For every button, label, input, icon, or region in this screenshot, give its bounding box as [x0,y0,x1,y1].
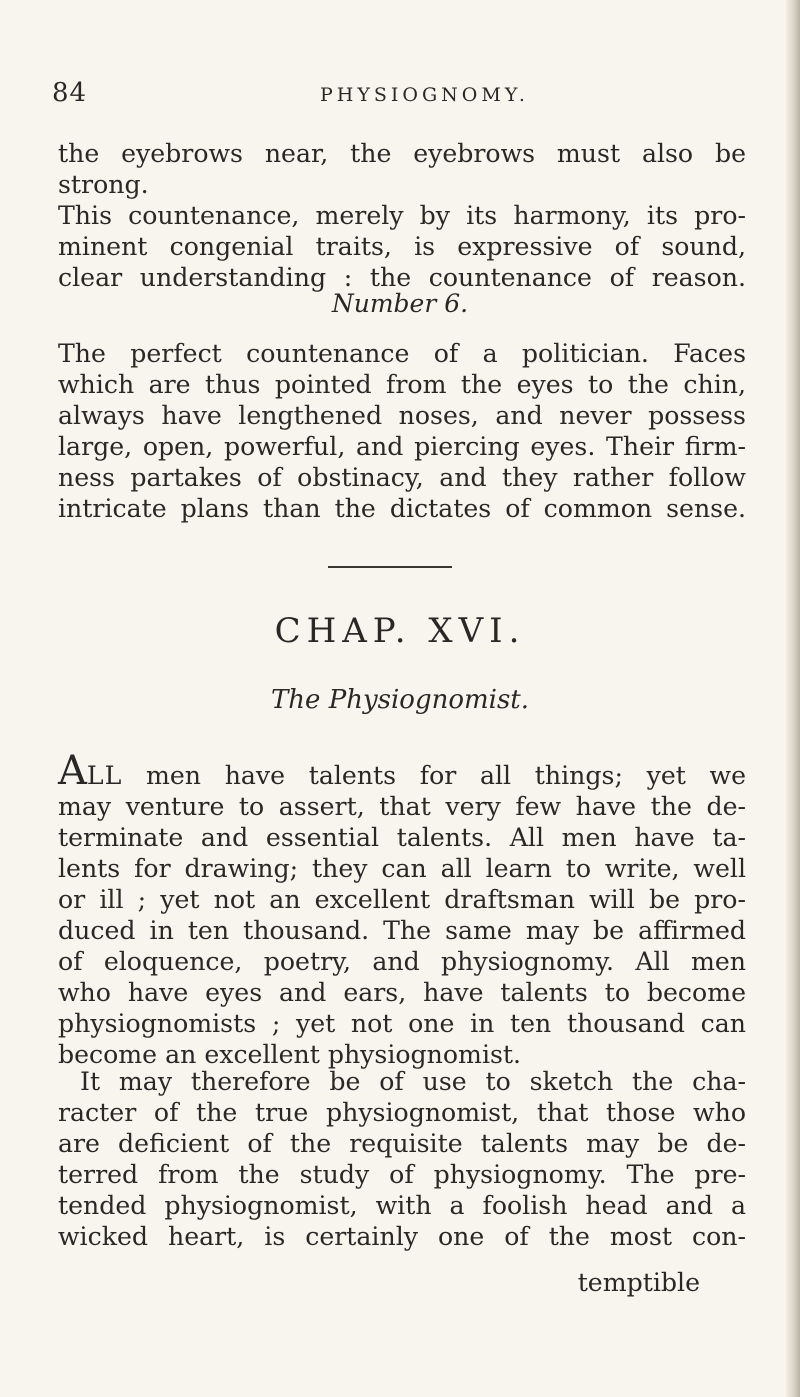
chapter-title: CHAP. XVI. [274,611,526,651]
paragraph-text [58,748,746,1070]
paragraph-text [58,338,746,524]
text-line: racter of the true physiognomist, that those who [58,1098,746,1127]
text-line: always have lengthened noses, and never possess [58,401,746,430]
text-line-first [58,748,746,794]
text-line: of eloquence, poetry, and physiognomy. All men [58,947,746,976]
drop-initial: A [58,748,87,794]
paragraph-talents [58,748,746,1070]
text-line-last: become an excellent physiognomist. [58,1040,522,1069]
text-line: lents for drawing; they can all learn to write, well [58,854,746,883]
paragraph-text [58,138,746,293]
paragraph-true-physiognomist [58,1066,746,1252]
text-line: duced in ten thousand. The same may be affirmed [58,916,746,945]
text-line: which are thus pointed from the eyes to the chin, [58,370,746,399]
text-line: the eyebrows near, the eyebrows must also be strong. [58,139,746,199]
text-line: terminate and essential talents. All men have ta- [58,823,746,852]
text-line: physiognomists ; yet not one in ten thousand can [58,1009,746,1038]
chapter-divider-rule [328,566,452,568]
paragraph-text [58,1066,746,1252]
text-line: who have eyes and ears, have talents to become [58,978,746,1007]
paragraph-eyebrows [58,138,746,293]
text-line: may venture to assert, that very few have the de- [58,792,746,821]
paragraph-politician [58,338,746,524]
text-line: This countenance, merely by its harmony, its pro- [58,201,746,230]
page-header [52,78,752,114]
text-line: The perfect countenance of a politician. Faces [58,339,746,368]
text-line: minent congenial traits, is expressive of sound, [58,232,746,261]
chapter-subtitle: The Physiognomist. [270,685,530,715]
text-line-last: intricate plans than the dictates of common sense. [58,494,746,523]
text-line: terred from the study of physiognomy. The pre- [58,1160,746,1189]
running-head: PHYSIOGNOMY. [320,84,529,106]
text-line: wicked heart, is certainly one of the most con- [58,1222,746,1251]
text-line: large, open, powerful, and piercing eyes. Their firm- [58,432,746,461]
text-line: or ill ; yet not an excellent draftsman will be pro- [58,885,746,914]
page-number: 84 [52,78,88,108]
text-line: tended physiognomist, with a foolish head and a [58,1191,746,1220]
section-heading: Number 6. [331,289,469,318]
small-caps-word: LL [86,761,123,790]
text-line: are deficient of the requisite talents may be de- [58,1129,746,1158]
text-line: ness partakes of obstinacy, and they rather follow [58,463,746,492]
text-line-rest: men have talents for all things; yet we [122,761,746,790]
text-line: It may therefore be of use to sketch the cha- [80,1067,746,1096]
text-line-last: clear understanding : the countenance of reason. [58,263,746,292]
catchword: temptible [577,1268,700,1297]
